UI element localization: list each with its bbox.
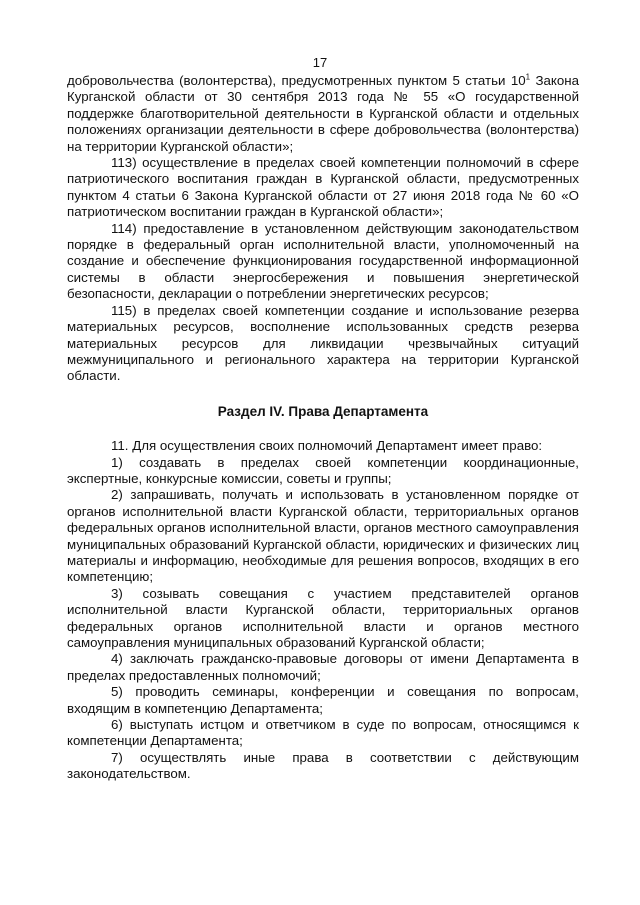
right-item-4: 4) заключать гражданско-правовые договоры от имени Департамента в пределах предоставленных полномочий;: [67, 651, 579, 683]
paragraph-114: 114) предоставление в установленном действующим законодательством порядке в федеральный орган исполнительной власти, уполномоченный на создание и обеспечение функционирования государственной информационной системы в области энергосбережения и повышения энергетической безопасности, декларации о потреблении энергетических ресурсов;: [67, 220, 579, 302]
right-item-5: 5) проводить семинары, конференции и совещания по вопросам, входящим в компетенцию Департамента;: [67, 684, 579, 716]
superscript-article-index: 1: [525, 72, 531, 82]
right-item-2: 2) запрашивать, получать и использовать в установленном порядке от органов исполнительной власти Курганской области, территориальных органов федеральных органов исполнительной власти, органов местного самоуправления муниципальных образований Курганской области, юридических и физических лиц материалы и информацию, необходимые для решения вопросов, входящих в его компетенцию;: [67, 487, 579, 585]
paragraph-113: 113) осуществление в пределах своей компетенции полномочий в сфере патриотического воспитания граждан в Курганской области, предусмотренных пунктом 4 статьи 6 Закона Курганской области от 27 июня 2018 года № 60 «О патриотическом воспитании граждан в Курганской области»;: [67, 155, 579, 220]
right-item-6: 6) выступать истцом и ответчиком в суде по вопросам, относящимся к компетенции Департамента;: [67, 717, 579, 749]
right-item-7: 7) осуществлять иные права в соответствии с действующим законодательством.: [67, 749, 579, 782]
paragraph-continuation: [67, 73, 579, 155]
paragraph-continuation-text-end: Закона Курганской области от 30 сентября 2013 года № 55 «О государственной поддержке благотворительной деятельности в Курганской области и отдельных положениях организации деятельности в сфере добровольчества (волонтерства) на территории Курганской области»;: [67, 73, 579, 154]
right-item-3: 3) созывать совещания с участием представителей органов исполнительной власти Курганской области, территориальных органов федеральных органов исполнительной власти и органов местного самоуправления муниципальных образований Курганской области;: [67, 585, 579, 650]
paragraph-11: 11. Для осуществления своих полномочий Департамент имеет право:: [111, 438, 543, 454]
page-number: 17: [312, 55, 328, 70]
paragraph-continuation-text: добровольчества (волонтерства), предусмотренных пунктом 5 статьи 10: [67, 73, 526, 88]
section-heading: Раздел IV. Права Департамента: [217, 403, 429, 419]
paragraph-115: 115) в пределах своей компетенции создание и использование резерва материальных ресурсов, восполнение использованных средств резерва материальных ресурсов для ликвидации чрезвычайных ситуаций межмуниципального и регионального характера на территории Курганской области.: [67, 302, 579, 384]
right-item-1: 1) создавать в пределах своей компетенции координационные, экспертные, конкурсные комиссии, советы и группы;: [67, 454, 579, 486]
document-body: [67, 73, 579, 783]
